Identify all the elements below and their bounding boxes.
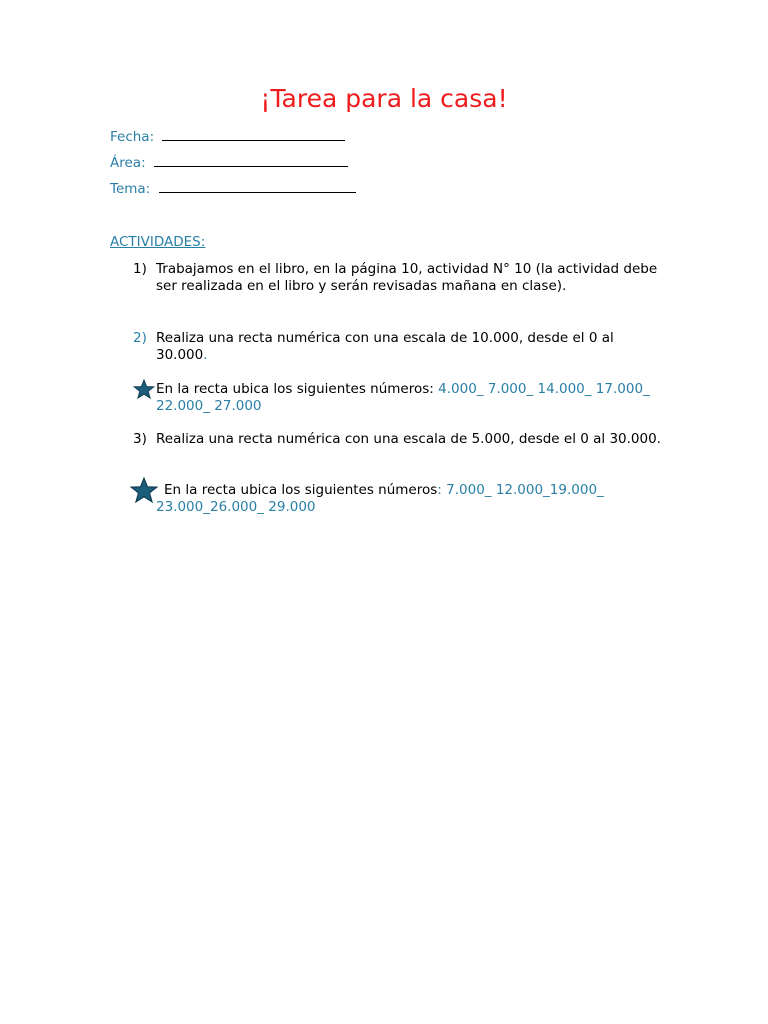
item-text-main: Realiza una recta numérica con una escala de 10.000, desde el 0 al 30.000 <box>156 330 614 363</box>
area-label: Área: <box>110 155 146 171</box>
item-text <box>156 330 663 364</box>
area-field <box>110 154 348 171</box>
area-blank-line <box>154 154 348 167</box>
star-icon <box>133 379 155 399</box>
item-number: 3) <box>133 431 147 447</box>
item-text: Trabajamos en el libro, en la página 10, actividad N° 10 (la actividad debe ser realizada en el libro y serán revisadas mañana en clase). <box>156 261 658 294</box>
page-title: ¡Tarea para la casa! <box>260 84 508 113</box>
item-text <box>156 381 663 415</box>
activity-star-item-1 <box>133 381 663 415</box>
tema-label: Tema: <box>110 181 151 197</box>
activity-item-3 <box>133 431 663 448</box>
star-icon <box>129 477 159 503</box>
activity-star-item-2 <box>133 482 663 516</box>
item-numbers: 4.000_ 7.000_ 14.000_ 17.000_ 22.000_ 27.000 <box>156 381 650 414</box>
tema-field <box>110 180 356 197</box>
item-text-main: En la recta ubica los siguientes números <box>164 482 438 498</box>
fecha-label: Fecha: <box>110 129 155 145</box>
activity-item-1 <box>133 261 663 295</box>
activities-heading: ACTIVIDADES: <box>110 234 206 250</box>
tema-blank-line <box>159 180 356 193</box>
item-text <box>156 482 663 516</box>
item-number: 1) <box>133 261 147 277</box>
item-text: Realiza una recta numérica con una escala de 5.000, desde el 0 al 30.000. <box>156 431 661 447</box>
item-text-main: En la recta ubica los siguientes números: <box>156 381 439 397</box>
item-numbers: : 7.000_ 12.000_19.000_ 23.000_26.000_ 29.000 <box>156 482 604 515</box>
activity-item-2 <box>133 330 663 364</box>
item-number: 2) <box>133 330 147 346</box>
item-text-period: . <box>203 347 208 363</box>
fecha-blank-line <box>162 128 345 141</box>
fecha-field <box>110 128 345 145</box>
